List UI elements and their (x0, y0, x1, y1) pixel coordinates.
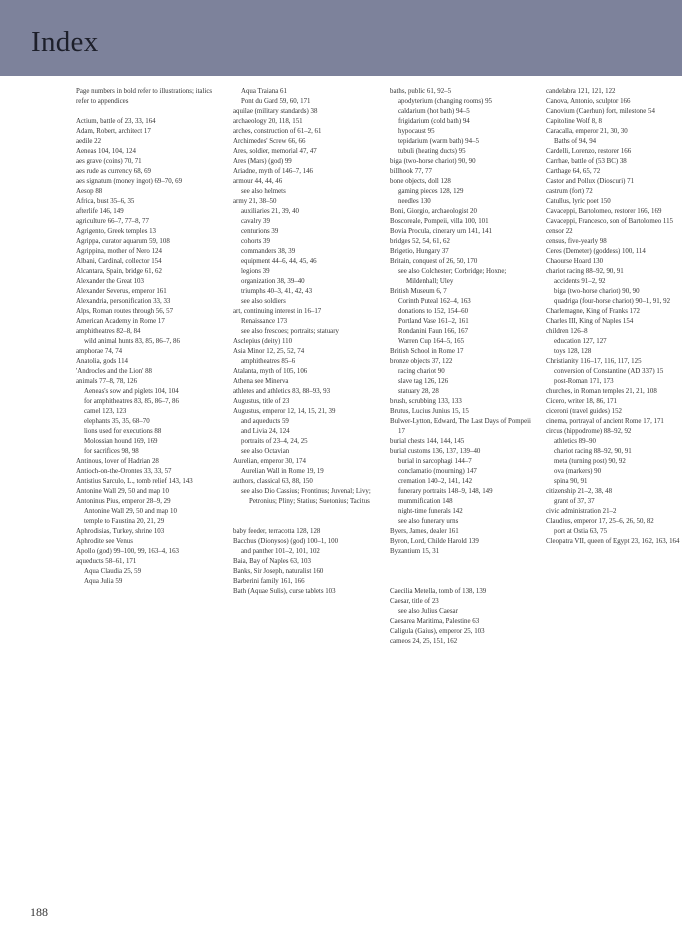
index-entry: Actium, battle of 23, 33, 164 (76, 118, 156, 125)
index-entry: churches, in Roman temples 21, 21, 108 (546, 388, 657, 395)
index-entry: Antonine Wall 29, 50 and map 10 (76, 488, 169, 495)
index-subentry: ova (markers) 90 (554, 468, 602, 475)
index-entry: Chaourse Hoard 130 (546, 258, 604, 265)
index-subentry: commanders 38, 39 (241, 248, 296, 255)
index-subentry: temple to Faustina 20, 21, 29 (84, 518, 165, 525)
index-subentry: for sacrifices 98, 98 (84, 448, 139, 455)
index-entry: Baia, Bay of Naples 63, 103 (233, 558, 311, 565)
index-entry: cameos 24, 25, 151, 162 (390, 638, 458, 645)
header-bar (0, 0, 682, 76)
index-entry: biga (two-horse chariot) 90, 90 (390, 158, 476, 165)
index-column-2 (233, 87, 375, 597)
index-subentry: cremation 140–2, 141, 142 (398, 478, 473, 485)
index-subentry: grant of 37, 37 (554, 498, 595, 505)
index-entry: Boscoreale, Pompeii, villa 100, 101 (390, 218, 489, 225)
index-entry: cinema, portrayal of ancient Rome 17, 171 (546, 418, 664, 425)
index-subentry: see also Dio Cassius; Frontinus; Juvenal; Livy; Petronius; Pliny; Statius; Suetonius; Tacitus (241, 488, 371, 505)
index-entry: Agrippa, curator aquarum 59, 108 (76, 238, 170, 245)
index-subentry: quadriga (four-horse chariot) 90–1, 91, 92 (554, 298, 671, 305)
index-entry: Capitoline Wolf 8, 8 (546, 118, 602, 125)
index-subentry: burial in sarcophagi 144–7 (398, 458, 472, 465)
index-subentry: see also Colchester; Corbridge; Hoxne; Mildenhall; Uley (398, 268, 507, 285)
index-subentry: and aqueducts 59 (241, 418, 289, 425)
index-entry: Antioch-on-the-Orontes 33, 33, 57 (76, 468, 172, 475)
index-subentry: cavalry 39 (241, 218, 270, 225)
index-subentry: equipment 44–6, 44, 45, 46 (241, 258, 317, 265)
index-subentry: Corinth Puteal 162–4, 163 (398, 298, 471, 305)
index-subentry: night-time funerals 142 (398, 508, 463, 515)
index-entry: aqueducts 58–61, 171 (76, 558, 137, 565)
index-subentry: and Livia 24, 124 (241, 428, 290, 435)
index-entry: Antinous, lover of Hadrian 28 (76, 458, 159, 465)
index-entry: Ceres (Demeter) (goddess) 100, 114 (546, 248, 646, 255)
index-entry: Banks, Sir Joseph, naturalist 160 (233, 568, 324, 575)
index-entry: civic administration 21–2 (546, 508, 617, 515)
index-entry: aedile 22 (76, 138, 102, 145)
index-entry: Aeneas 104, 104, 124 (76, 148, 136, 155)
index-entry: Aesop 88 (76, 188, 103, 195)
index-entry: armour 44, 44, 46 (233, 178, 283, 185)
index-entry: aquilae (military standards) 38 (233, 108, 318, 115)
index-subentry: Renaissance 173 (241, 318, 288, 325)
index-subentry: Pont du Gard 59, 60, 171 (241, 98, 311, 105)
spacer (390, 567, 532, 577)
index-entry: amphorae 74, 74 (76, 348, 123, 355)
index-entry: Augustus, title of 23 (233, 398, 290, 405)
index-entry: Bovia Procula, cinerary urn 141, 141 (390, 228, 492, 235)
index-subentry: Molossian hound 169, 169 (84, 438, 158, 445)
index-subentry: apodyterium (changing rooms) 95 (398, 98, 492, 105)
index-subentry: Aurelian Wall in Rome 19, 19 (241, 468, 324, 475)
index-entry: Aphrodite see Venus (76, 538, 133, 545)
index-subentry: biga (two-horse chariot) 90, 90 (554, 288, 640, 295)
index-entry: Ariadne, myth of 146–7, 146 (233, 168, 313, 175)
index-entry: Aphrodisias, Turkey, shrine 103 (76, 528, 165, 535)
index-entry: aes grave (coins) 70, 71 (76, 158, 142, 165)
index-entry: burial customs 136, 137, 139–40 (390, 448, 481, 455)
index-entry: children 126–8 (546, 328, 588, 335)
index-entry: Carthage 64, 65, 72 (546, 168, 601, 175)
index-entry: Alps, Roman routes through 56, 57 (76, 308, 174, 315)
index-entry: candelabra 121, 121, 122 (546, 88, 616, 95)
index-subentry: slave tag 126, 126 (398, 378, 449, 385)
index-subentry: Warren Cup 164–5, 165 (398, 338, 465, 345)
index-subentry: port at Ostia 63, 75 (554, 528, 608, 535)
index-subentry: accidents 91–2, 92 (554, 278, 606, 285)
index-entry: Africa, bust 35–6, 35 (76, 198, 135, 205)
index-entry: Athena see Minerva (233, 378, 289, 385)
index-subentry: see also frescoes; portraits; statuary (241, 328, 339, 335)
index-entry: burial chests 144, 144, 145 (390, 438, 465, 445)
index-subentry: and panther 101–2, 101, 102 (241, 548, 320, 555)
index-entry: chariot racing 88–92, 90, 91 (546, 268, 624, 275)
spacer (233, 517, 375, 527)
index-entry: Cavaceppi, Bartolomeo, restorer 166, 169 (546, 208, 662, 215)
index-entry: Caecilia Metella, tomb of 138, 139 (390, 588, 487, 595)
index-entry: Byzantium 15, 31 (390, 548, 440, 555)
spacer (76, 107, 218, 117)
index-entry: Claudius, emperor 17, 25–6, 26, 50, 82 (546, 518, 654, 525)
index-entry: Ares, soldier, memorial 47, 47 (233, 148, 317, 155)
index-subentry: see also soldiers (241, 298, 286, 305)
index-entry: Agrippina, mother of Nero 124 (76, 248, 162, 255)
index-entry: aes rude as currency 68, 69 (76, 168, 151, 175)
index-entry: British School in Rome 17 (390, 348, 464, 355)
index-subentry: needles 130 (398, 198, 431, 205)
index-entry: Cavaceppi, Francesco, son of Bartolomeo 115 (546, 218, 673, 225)
index-entry: Bulwer-Lytton, Edward, The Last Days of Pompeii 17 (390, 418, 531, 435)
index-entry: Caesarea Maritima, Palestine 63 (390, 618, 480, 625)
spacer (233, 507, 375, 517)
index-entry: ciceroni (travel guides) 152 (546, 408, 622, 415)
index-entry: Bath (Aquae Sulis), curse tablets 103 (233, 588, 336, 595)
index-entry: afterlife 146, 149 (76, 208, 124, 215)
index-subentry: legions 39 (241, 268, 270, 275)
index-entry: Canova, Antonio, sculptor 166 (546, 98, 631, 105)
index-entry: Alexandria, personification 33, 33 (76, 298, 171, 305)
index-entry: Alexander the Great 103 (76, 278, 144, 285)
spacer (390, 557, 532, 567)
index-subentry: tubuli (heating ducts) 95 (398, 148, 466, 155)
index-subentry: see also Octavian (241, 448, 290, 455)
index-subentry: see also helmets (241, 188, 286, 195)
index-subentry: funerary portraits 148–9, 148, 149 (398, 488, 493, 495)
index-entry: 'Androcles and the Lion' 88 (76, 368, 152, 375)
index-entry: Archimedes' Screw 66, 66 (233, 138, 306, 145)
index-entry: Charlemagne, King of Franks 172 (546, 308, 640, 315)
index-entry: Britain, conquest of 26, 50, 170 (390, 258, 478, 265)
index-entry: Barberini family 161, 166 (233, 578, 305, 585)
index-subentry: Portland Vase 161–2, 161 (398, 318, 469, 325)
index-entry: Asia Minor 12, 25, 52, 74 (233, 348, 305, 355)
index-column-4 (546, 87, 682, 547)
index-entry: Antoninus Pius, emperor 28–9, 29 (76, 498, 171, 505)
index-subentry: Baths of 94, 94 (554, 138, 597, 145)
index-entry: Boni, Giorgio, archaeologist 20 (390, 208, 477, 215)
index-subentry: Aqua Traiana 61 (241, 88, 287, 95)
index-entry: censor 22 (546, 228, 573, 235)
index-subentry: see also funerary urns (398, 518, 459, 525)
index-subentry: toys 128, 128 (554, 348, 592, 355)
index-subentry: camel 123, 123 (84, 408, 127, 415)
index-entry: agriculture 66–7, 77–8, 77 (76, 218, 149, 225)
index-entry: army 21, 38–50 (233, 198, 277, 205)
index-subentry: amphitheatres 85–6 (241, 358, 296, 365)
index-entry: bridges 52, 54, 61, 62 (390, 238, 450, 245)
index-entry: Byers, James, dealer 161 (390, 528, 459, 535)
index-entry: castrum (fort) 72 (546, 188, 593, 195)
index-subentry: chariot racing 88–92, 90, 91 (554, 448, 632, 455)
index-subentry: wild animal hunts 83, 85, 86–7, 86 (84, 338, 180, 345)
index-column-1 (76, 87, 218, 587)
index-subentry: statuary 28, 28 (398, 388, 439, 395)
index-subentry: donations to 152, 154–60 (398, 308, 469, 315)
index-entry: Brutus, Lucius Junius 15, 15 (390, 408, 469, 415)
index-entry: athletes and athletics 83, 88–93, 93 (233, 388, 331, 395)
index-subentry: caldarium (hot bath) 94–5 (398, 108, 470, 115)
index-entry: Brigetio, Hungary 37 (390, 248, 449, 255)
index-entry: arches, construction of 61–2, 61 (233, 128, 322, 135)
index-entry: Carrhae, battle of (53 BC) 38 (546, 158, 627, 165)
index-subentry: gaming pieces 128, 129 (398, 188, 464, 195)
index-entry: billhook 77, 77 (390, 168, 432, 175)
index-entry: amphitheatres 82–8, 84 (76, 328, 141, 335)
index-entry: brush, scrubbing 133, 133 (390, 398, 462, 405)
index-column-3 (390, 87, 532, 647)
index-subentry: Antonine Wall 29, 50 and map 10 (84, 508, 177, 515)
index-subentry: Aeneas's sow and piglets 104, 104 (84, 388, 179, 395)
index-subentry: Rondanini Faun 166, 167 (398, 328, 469, 335)
index-entry: Agrigento, Greek temples 13 (76, 228, 156, 235)
index-entry: baths, public 61, 92–5 (390, 88, 452, 95)
index-subentry: lions used for executions 88 (84, 428, 162, 435)
index-entry: citizenship 21–2, 38, 48 (546, 488, 613, 495)
index-subentry: meta (turning post) 90, 92 (554, 458, 626, 465)
index-entry: art, continuing interest in 16–17 (233, 308, 322, 315)
index-entry: Asclepius (deity) 110 (233, 338, 293, 345)
index-intro-note: Page numbers in bold refer to illustrations; italics refer to appendices (76, 88, 213, 105)
index-entry: Canovium (Caerhun) fort, milestone 54 (546, 108, 655, 115)
index-entry: Caligula (Gaius), emperor 25, 103 (390, 628, 485, 635)
index-entry: Augustus, emperor 12, 14, 15, 21, 39 (233, 408, 336, 415)
index-entry: Aurelian, emperor 30, 174 (233, 458, 306, 465)
index-entry: Christianity 116–17, 116, 117, 125 (546, 358, 642, 365)
index-entry: Atalanta, myth of 105, 106 (233, 368, 308, 375)
index-subentry: cohorts 39 (241, 238, 270, 245)
index-subentry: racing chariot 90 (398, 368, 445, 375)
index-subentry: auxiliaries 21, 39, 40 (241, 208, 299, 215)
index-entry: Caesar, title of 23 (390, 598, 439, 605)
index-subentry: conclamatio (mourning) 147 (398, 468, 477, 475)
index-entry: census, five-yearly 98 (546, 238, 607, 245)
index-entry: circus (hippodrome) 88–92, 92 (546, 428, 632, 435)
index-subentry: Aqua Julia 59 (84, 578, 123, 585)
index-subentry: post-Roman 171, 173 (554, 378, 614, 385)
page-number: 188 (30, 905, 48, 919)
index-entry: Apollo (god) 99–100, 99, 163–4, 163 (76, 548, 179, 555)
index-entry: animals 77–8, 78, 126 (76, 378, 138, 385)
index-entry: bronze objects 37, 122 (390, 358, 453, 365)
index-entry: Ares (Mars) (god) 99 (233, 158, 292, 165)
index-entry: Castor and Pollux (Dioscuri) 71 (546, 178, 635, 185)
index-entry: American Academy in Rome 17 (76, 318, 165, 325)
index-entry: Caracalla, emperor 21, 30, 30 (546, 128, 628, 135)
index-subentry: conversion of Constantine (AD 337) 15 (554, 368, 664, 375)
index-entry: British Museum 6, 7 (390, 288, 447, 295)
index-subentry: centurions 39 (241, 228, 279, 235)
index-subentry: Aqua Claudia 25, 59 (84, 568, 142, 575)
page-title: Index (31, 26, 99, 58)
index-subentry: education 127, 127 (554, 338, 607, 345)
index-entry: Antistius Sarculo, L., tomb relief 143, 143 (76, 478, 193, 485)
spacer (390, 577, 532, 587)
index-subentry: for amphitheatres 83, 85, 86–7, 86 (84, 398, 179, 405)
index-entry: aes signatum (money ingot) 69–70, 69 (76, 178, 183, 185)
index-entry: archaeology 20, 118, 151 (233, 118, 303, 125)
index-entry: Cleopatra VII, queen of Egypt 23, 162, 163, 164 (546, 538, 680, 545)
index-entry: Bacchus (Dionysos) (god) 100–1, 100 (233, 538, 339, 545)
index-entry: Albani, Cardinal, collector 154 (76, 258, 162, 265)
index-subentry: triumphs 40–3, 41, 42, 43 (241, 288, 313, 295)
index-subentry: hypocaust 95 (398, 128, 435, 135)
index-entry: Alexander Severus, emperor 161 (76, 288, 167, 295)
index-entry: Cicero, writer 18, 86, 171 (546, 398, 617, 405)
index-subentry: elephants 35, 35, 68–70 (84, 418, 150, 425)
index-entry: bone objects, doll 128 (390, 178, 451, 185)
index-entry: Cardelli, Lorenzo, restorer 166 (546, 148, 632, 155)
index-subentry: mummification 148 (398, 498, 453, 505)
index-entry: Charles III, King of Naples 154 (546, 318, 634, 325)
index-entry: Anatolia, gods 114 (76, 358, 128, 365)
index-entry: authors, classical 63, 88, 150 (233, 478, 313, 485)
index-entry: Alcantara, Spain, bridge 61, 62 (76, 268, 162, 275)
index-entry: Adam, Robert, architect 17 (76, 128, 151, 135)
index-subentry: tepidarium (warm bath) 94–5 (398, 138, 479, 145)
index-subentry: portraits of 23–4, 24, 25 (241, 438, 308, 445)
index-subentry: organization 38, 39–40 (241, 278, 305, 285)
index-entry: baby feeder, terracotta 128, 128 (233, 528, 321, 535)
index-subentry: frigidarium (cold bath) 94 (398, 118, 470, 125)
index-subentry: spina 90, 91 (554, 478, 588, 485)
index-subentry: athletics 89–90 (554, 438, 596, 445)
index-subentry: see also Julius Caesar (398, 608, 458, 615)
index-entry: Catullus, lyric poet 150 (546, 198, 611, 205)
index-entry: Byron, Lord, Childe Harold 139 (390, 538, 479, 545)
